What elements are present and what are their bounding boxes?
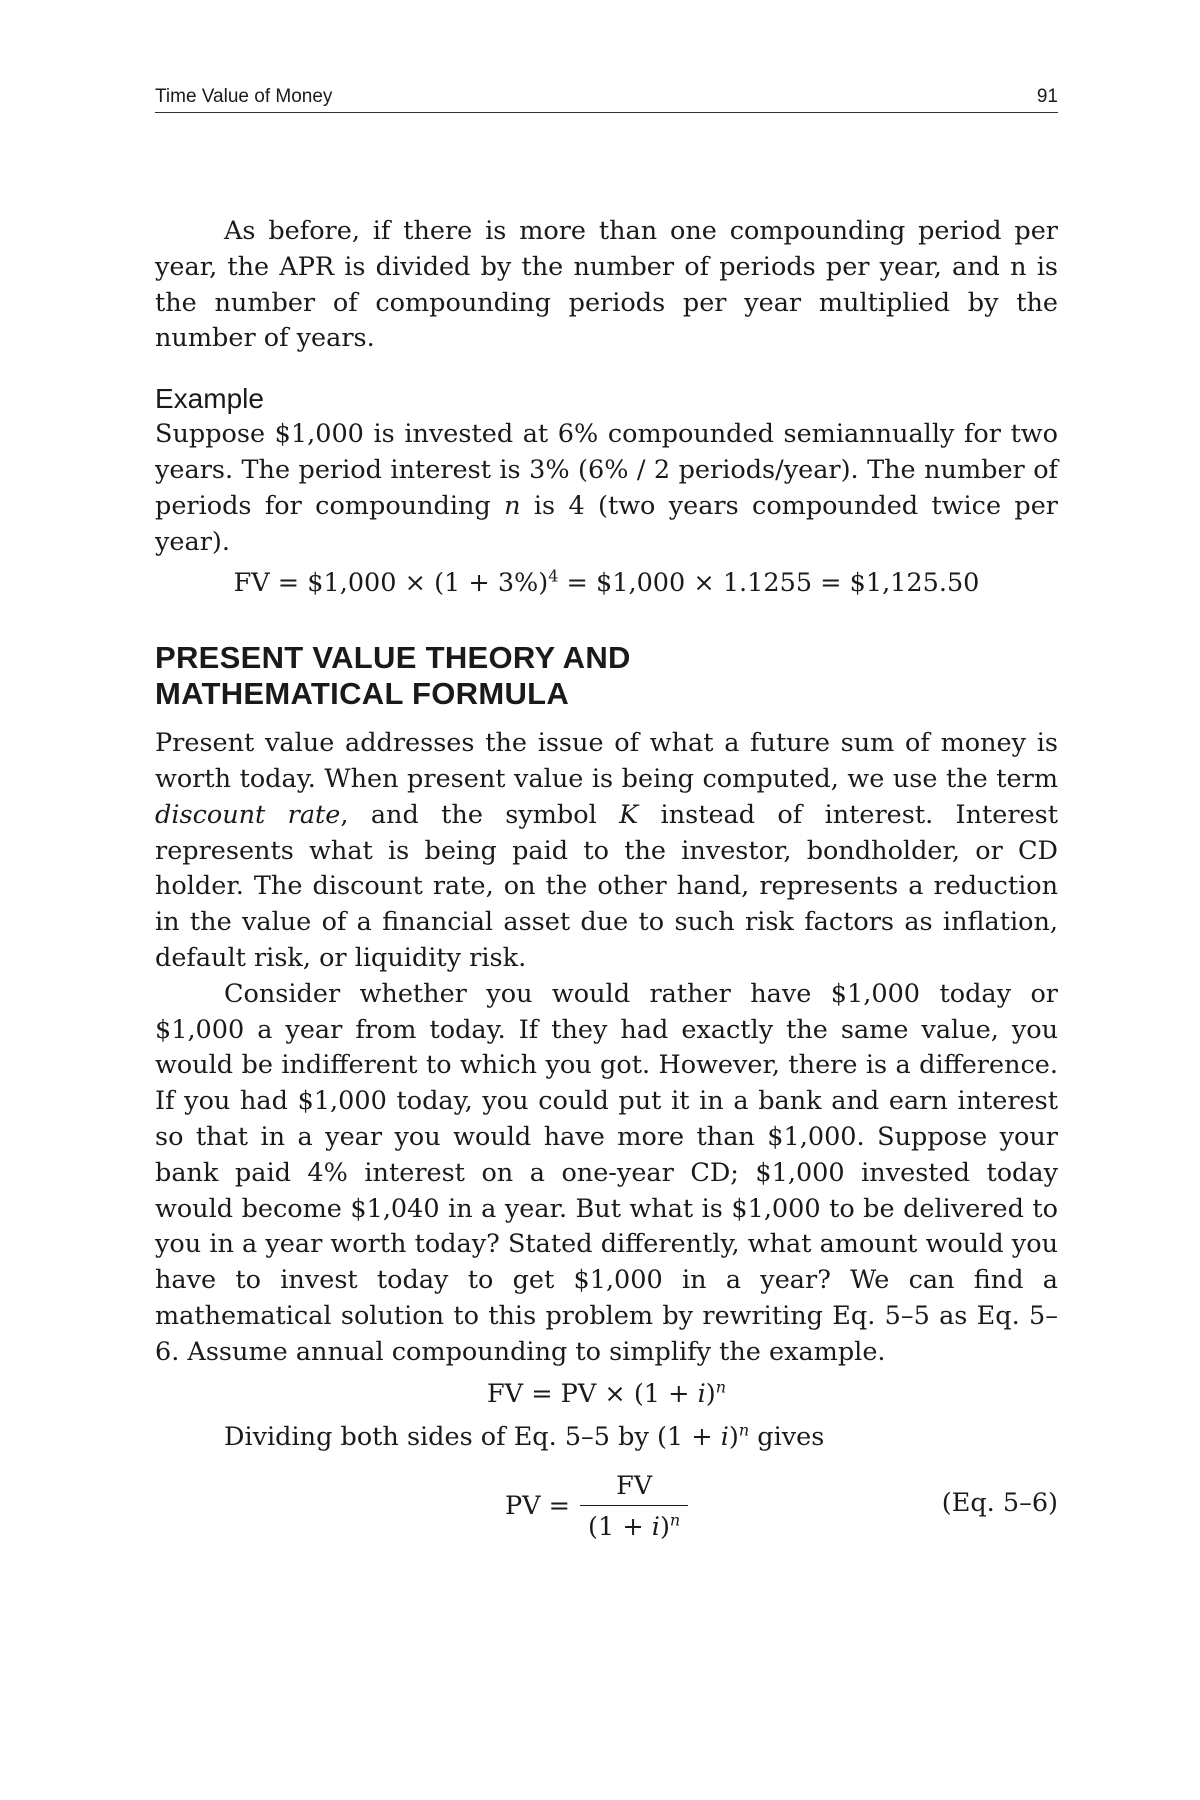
equation-pv-formula [155,1464,1058,1550]
fraction [580,1467,688,1548]
symbol-k: K [619,799,639,830]
pv-lhs: PV = [505,1491,571,1522]
equation-label: (Eq. 5–6) [941,1488,1058,1519]
paragraph-present-value: Present value addresses the issue of what a future sum of money is worth today. When present value is being computed, we use the term discount rate, and the symbol K instead of interest. Interest represents what is being paid to the investor, bondholder, or CD holder. The discount rate, on the other hand, represents a reduction in the value of a financial asset due to such risk factors as inflation, default risk, or liquidity risk. [155,728,1059,973]
example-paragraph: Suppose $1,000 is invested at 6% compounded semiannually for two years. The period interest is 3% (6% / 2 periods/year). The number of periods for compounding n is 4 (two years compounded twice per year). [155,419,1058,557]
paragraph-consider: Consider whether you would rather have $1,000 today or $1,000 a year from today. If they had exactly the same value, you would be indifferent to which you got. However, there is a difference. If you had $1,000 today, you could put it in a bank and earn interest so that in a year you would have more than $1,000. Suppose your bank paid 4% interest on a one-year CD; $1,000 invested today would become $1,040 in a year. But what is $1,000 to be delivered to you in a year worth today? Stated differently, what amount would you have to invest today to get $1,000 in a year? We can find a mathematical solution to this problem by rewriting Eq. 5–5 as Eq. 5–6. Assume annual compounding to simplify the example. [155,978,1058,1367]
chapter-title: Time Value of Money [155,86,333,107]
page-body [155,214,1058,1550]
equation-fv-example: FV = $1,000 × $(1 + 3\%)^4$ = $1,000 × 1.1255 = $1,125.50 [233,566,980,599]
example-heading: Example [155,383,264,415]
fraction-denominator: $(1 + i)^n$ [580,1505,688,1548]
variable-n: n [504,490,521,521]
fraction-numerator: FV [616,1470,653,1501]
term-discount-rate: discount rate [155,799,341,830]
section-heading: PRESENT VALUE THEORY AND MATHEMATICAL FORMULA [155,640,631,712]
paragraph-compounding: As before, if there is more than one compounding period per year, the APR is divided by the number of periods per year, and n is the number of compounding periods per year multiplied by the number of years. [155,216,1058,354]
page-number: 91 [1036,86,1058,107]
equation-fv-formula: FV = PV × $(1 + i)^n$ [486,1377,726,1409]
dividing-sentence: Dividing both sides of Eq. 5–5 by $(1 + i)^n$ gives [224,1420,825,1453]
running-header [155,86,1058,113]
